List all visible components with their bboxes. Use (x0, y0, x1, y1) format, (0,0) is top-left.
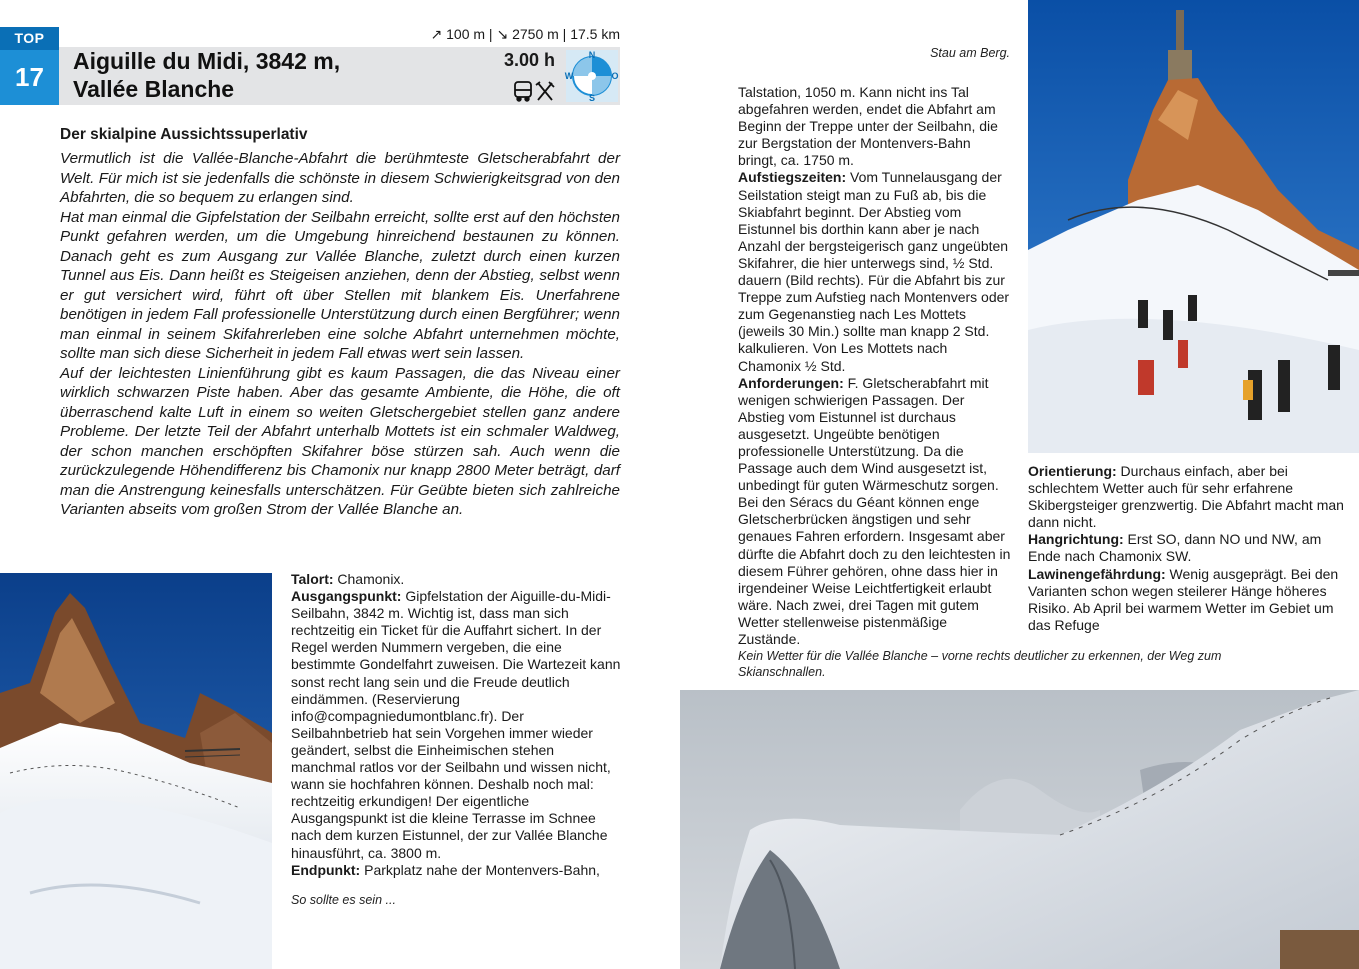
title-line-1: Aiguille du Midi, 3842 m, (73, 48, 341, 74)
compass-n: N (588, 50, 596, 60)
caption-right-photo: Stau am Berg. (930, 46, 1010, 60)
info-talort (291, 571, 621, 588)
intro-paragraph: Vermutlich ist die Vallée-Blanche-Abfahrt die berühmteste Gletscherabfahrt der Welt. Für mich ist sie jedenfalls die schönste in diesem Schwierigkeitsgrad von den Abfahrten, die so bequem zu erlangen sind. (60, 150, 620, 206)
compass-s: S (588, 93, 596, 103)
info-endpunkt (291, 862, 621, 879)
route-stats: ↗ 100 m | ↘ 2750 m | 17.5 km (430, 26, 620, 42)
info-aufstiegszeiten (738, 169, 1013, 374)
text-talort: Chamonix. (333, 571, 405, 587)
bus-icon (515, 82, 531, 101)
intro-subtitle: Der skialpine Aussichtssuperlativ (60, 126, 308, 143)
intro-paragraph: Hat man einmal die Gipfelstation der Seilbahn erreicht, sollte erst auf den höchsten Punkt gefahren werden, um die Umgebung hinreichend bestaunen zu können. Danach geht es zum Ausgang zur Vallée Blanche, zuletzt durch einen kurzen Tunnel aus Eis. Dann heißt es Steigeisen anziehen, denn der Abstieg, selbst wenn er gut versichert wird, führt oft über Stellen mit blankem Eis. Unerfahrene benötigen in jedem Fall professionelle Unterstützung durch einen Bergführer; wenn man einmal in seinem Skifahrerleben eine solche Abfahrt unternehmen möchte, sollte man sich diese Sicherheit in jedem Fall etwas wert sein lassen. (60, 208, 620, 362)
text-ausgangspunkt: Gipfelstation der Aiguille-du-Midi-Seilbahn, 3842 m. Wichtig ist, dass man sich rechtzeitig ein Ticket für die Auffahrt sichert. In der Regel werden Nummern vergeben, die eine bestimmte Gondelfahrt zuweisen. Die Wartezeit kann sonst recht lang sein und die Freude deutlich eindämmen. (Reservierung info@compagniedumontblanc.fr). Der Seilbahnbetrieb hat sein Vorgehen immer wieder geändert, selbst die Einheimischen stehen manchmal ratlos vor der Seilbahn und wissen nicht, wann sie hochfahren können. Deshalb noch mal: rechtzeitig erkundigen! Der eigentliche Ausgangspunkt ist die kleine Terrasse im Schnee nach dem kurzen Eistunnel, der zur Vallée Blanche hinausführt, ca. 3800 m. (291, 588, 621, 861)
label-anforderungen: Anforderungen: (738, 374, 844, 391)
text-anforderungen: F. Gletscherabfahrt mit wenigen schwierigen Passagen. Der Abstieg vom Eistunnel ist durchaus ausgesetzt. Ungeübte benötigen professionelle Unterstützung. Da die Passage auch dem Wind ausgesetzt ist, unbedingt für guten Wärmeschutz sorgen. Bei den Séracs du Géant können enge Gletscherbrücken ängstigen und sehr genaues Fahren erfordern. Insgesamt aber dürfte die Abfahrt doch zu den leichtesten in diesem Führer gehören, ohne dass hier in irgendeiner Weise Leichtfertigkeit erlaubt wäre. Nach zwei, drei Tagen mit gutem Wetter stellenweise pistenmäßige Zustände. (738, 374, 1011, 647)
info-column-1 (291, 571, 621, 879)
photo-misty-ridge (680, 690, 1359, 969)
text-endpunkt: Parkplatz nahe der Montenvers-Bahn, (360, 861, 600, 878)
compass-o: O (611, 71, 619, 81)
info-ausgangspunkt (291, 588, 621, 862)
intro-paragraph: Auf der leichtesten Linienführung gibt es kaum Passagen, die das Niveau einer wirklich schwarzen Piste haben. Aber das gesamte Ambiente, die Höhe, die oft überraschend kalte Luft in einem so weiten Gletschergebiet stellen ganz andere Probleme. Der letzte Teil der Abfahrt unterhalb Mottets ist ein schmaler Waldweg, der schon manchen erschöpften Skifahrer böse stürzen sah. Auch wenn die zurückzulegende Höhendifferenz bis Chamonix nur knapp 2800 Meter beträgt, darf man die Anstrengung keinesfalls unterschätzen. Für Geübte bieten sich zahlreiche Varianten abseits vom großen Strom der Vallée Blanche an. (60, 364, 620, 518)
info-anforderungen (738, 375, 1013, 649)
info-column-2 (738, 84, 1013, 648)
cutlery-icon (536, 82, 554, 100)
info-column-3 (1028, 463, 1353, 634)
caption-left-photo: So sollte es sein ... (291, 893, 396, 907)
compass-rose-icon (566, 50, 618, 102)
label-talort: Talort: (291, 571, 334, 587)
text-hangrichtung: Erst SO, dann NO und NW, am Ende nach Chamonix SW. (1028, 531, 1322, 565)
page-title (73, 47, 473, 103)
text-aufstiegszeiten: Vom Tunnelausgang der Seilstation steigt man zu Fuß ab, bis die Skiabfahrt beginnt. Der Abstieg vom Eistunnel bis dorthin kann aber je nach Anzahl der bergsteigerisch ganz ungeübten Skifahrer, die hier unterwegs sind, ½ Std. dauern (Bild rechts). Für die Abfahrt bis zur Treppe zum Aufstieg nach Montenvers oder zum Gegenanstieg nach Les Mottets (jeweils 30 Min.) sollte man knapp 2 Std. kalkulieren. Von Les Mottets nach Chamonix ½ Std. (738, 169, 1010, 374)
label-aufstiegszeiten: Aufstiegszeiten: (738, 169, 847, 186)
intro-text (60, 149, 620, 520)
info-endpunkt-cont: Talstation, 1050 m. Kann nicht ins Tal abgefahren werden, endet die Abfahrt am Beginn der Treppe unter der Seilbahn, die zur Bergstation der Montenvers-Bahn bringt, ca. 1750 m. (738, 84, 998, 169)
photo-aiguille-ridge (0, 573, 272, 969)
duration: 3.00 h (503, 50, 555, 70)
tour-number: 17 (0, 50, 59, 105)
photo-crowd-on-ridge (1028, 0, 1359, 453)
top-badge: TOP (0, 27, 59, 50)
transport-icons (513, 80, 557, 102)
text-lawinengefaehrdung: Wenig ausgeprägt. Bei den Varianten schon wegen steilerer Hänge höheres Risiko. Ab April bei warmem Wetter im Gebiet um das Refuge (1028, 565, 1339, 633)
caption-bottom-photo: Kein Wetter für die Vallée Blanche – vorne rechts deutlicher zu erkennen, der Weg zum Skianschnallen. (738, 649, 1222, 679)
info-lawinengefaehrdung (1028, 566, 1353, 634)
title-line-2: Vallée Blanche (73, 76, 235, 102)
label-endpunkt: Endpunkt: (291, 861, 361, 878)
info-orientierung (1028, 463, 1353, 531)
compass-w: W (564, 71, 574, 81)
label-lawinengefaehrdung: Lawinengefährdung: (1028, 565, 1166, 582)
label-ausgangspunkt: Ausgangspunkt: (291, 588, 402, 605)
info-hangrichtung (1028, 531, 1353, 565)
label-hangrichtung: Hangrichtung: (1028, 531, 1124, 548)
label-orientierung: Orientierung: (1028, 463, 1117, 479)
text-orientierung: Durchaus einfach, aber bei schlechtem Wetter auch für sehr erfahrene Skibergsteiger grenzwertig. Die Abfahrt macht man dann nicht. (1028, 463, 1344, 531)
